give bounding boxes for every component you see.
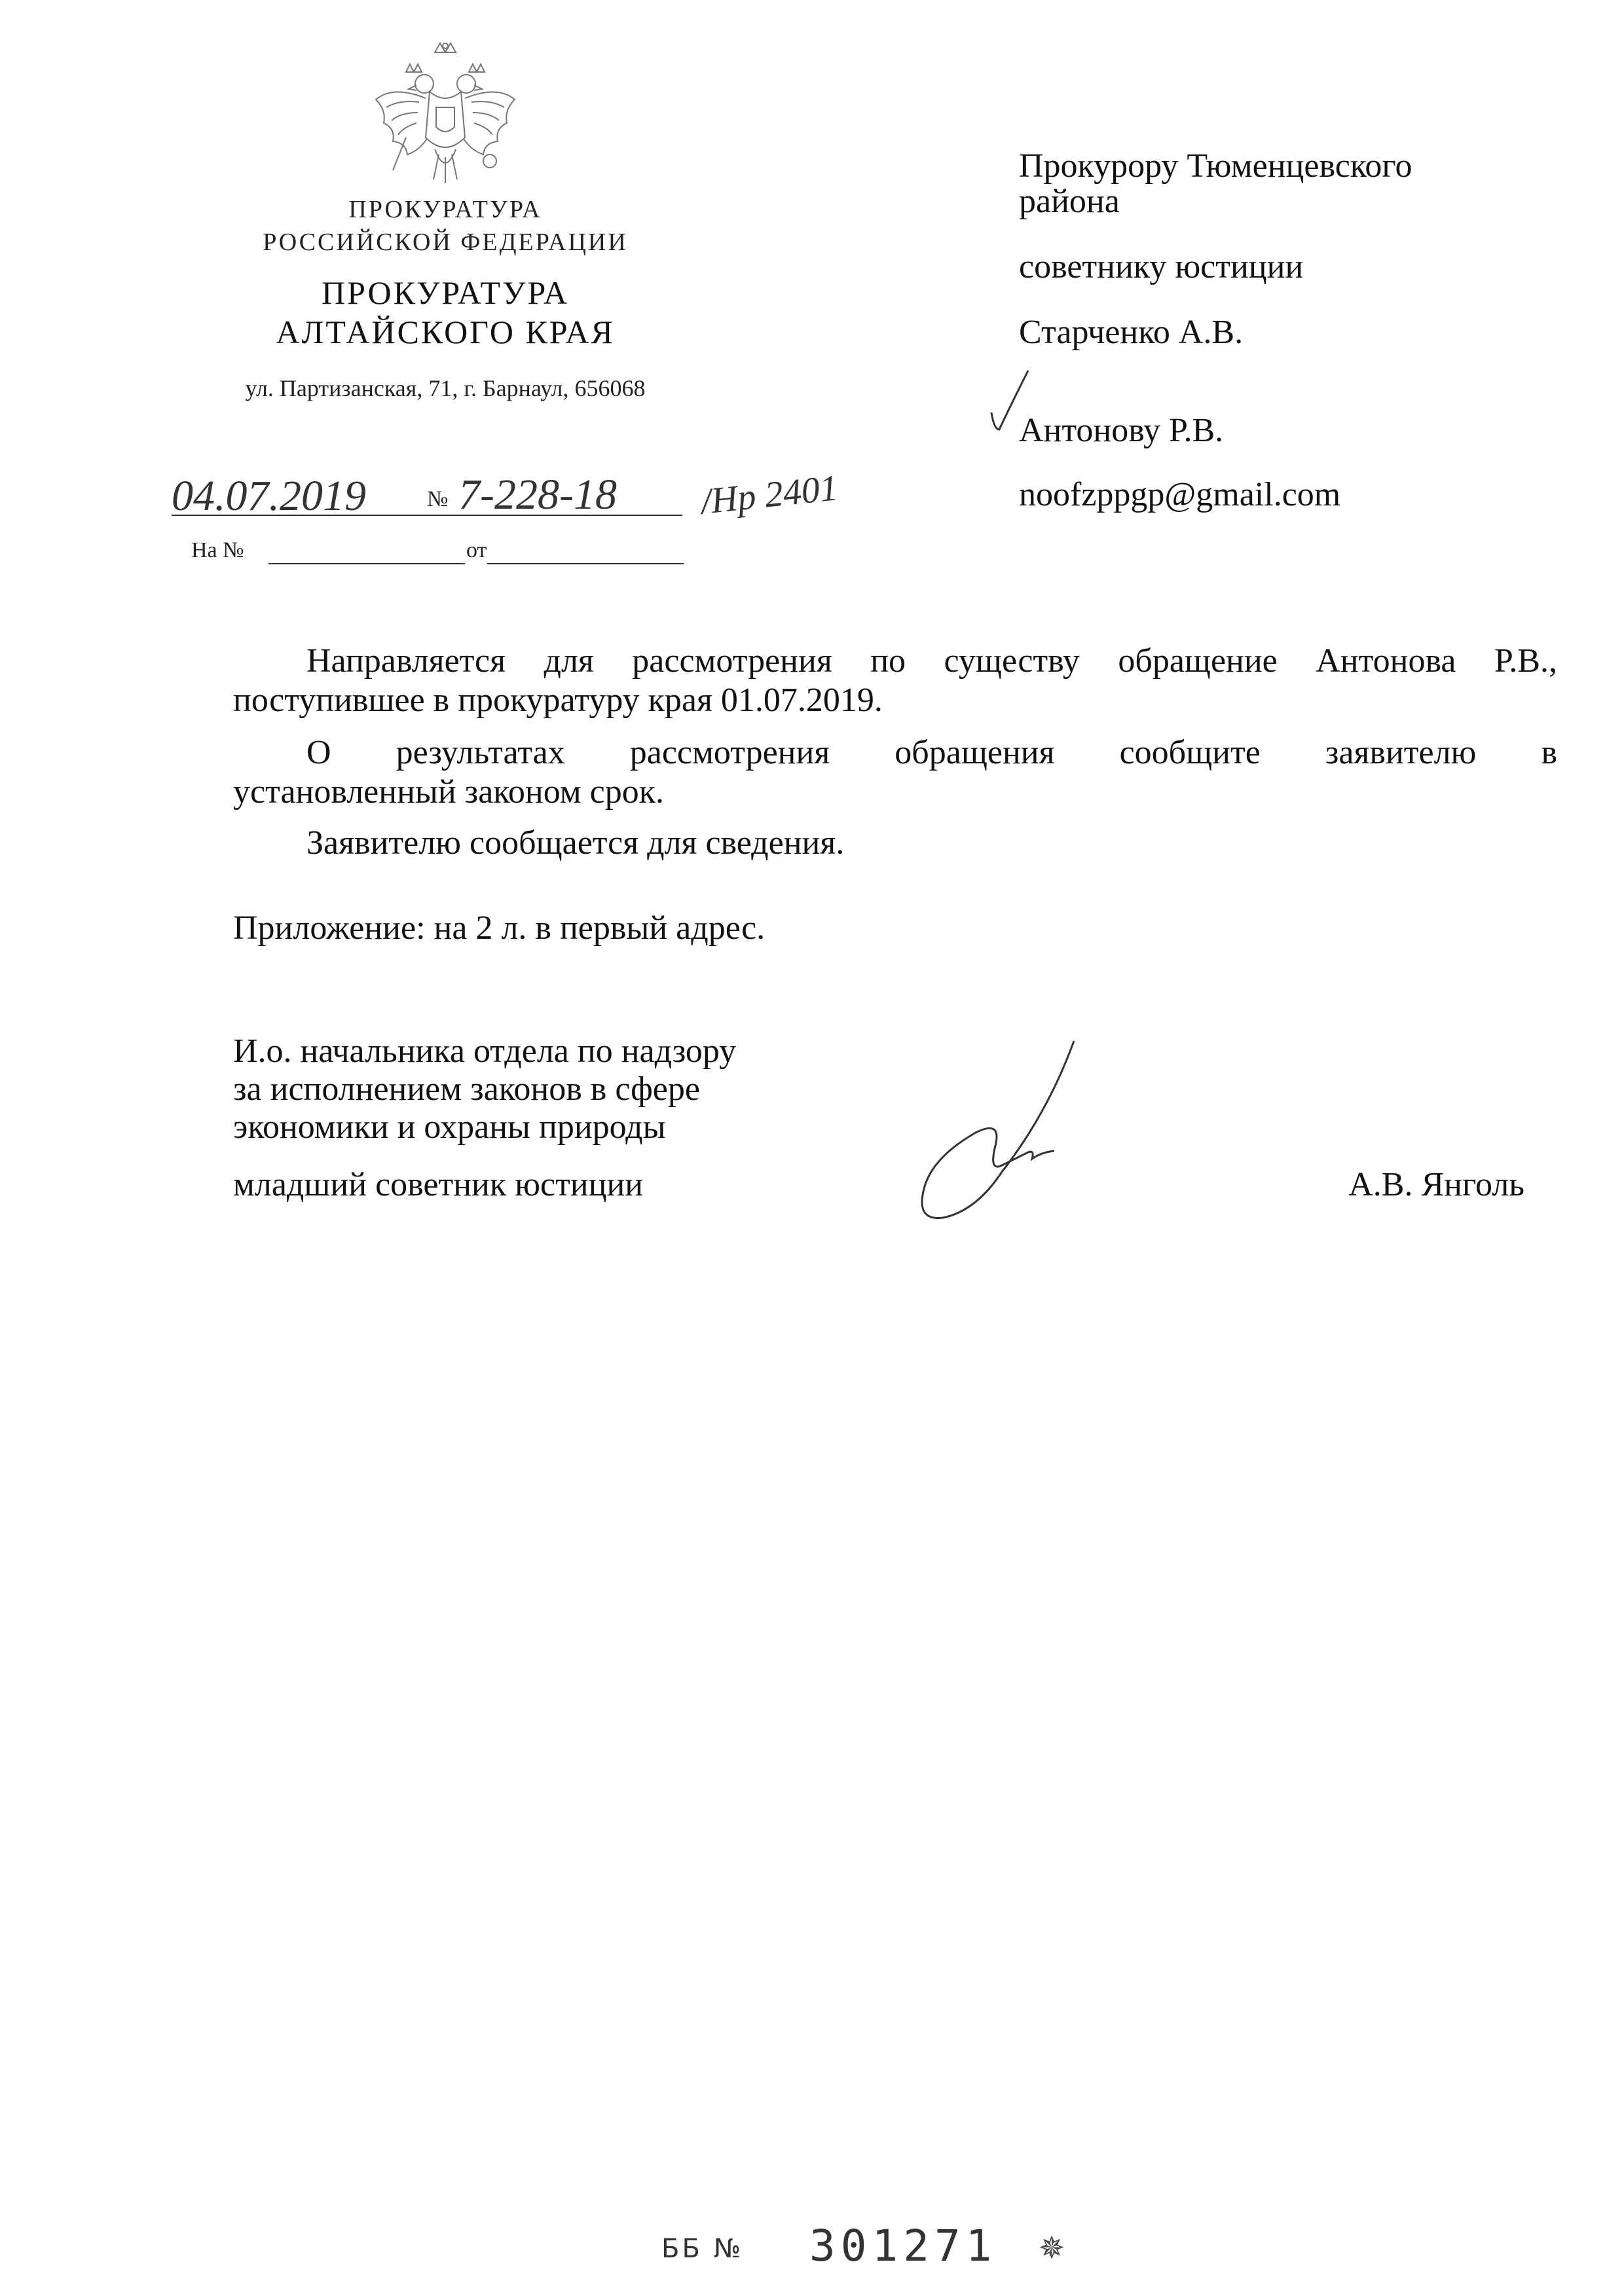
applicant-name: Антонову Р.В.: [1019, 412, 1224, 449]
reply-to-number-label: На №: [191, 538, 244, 562]
form-serial-number: 301271: [809, 2221, 997, 2271]
org-name-line1: ПРОКУРАТУРА: [348, 196, 542, 223]
dept-name-line2: АЛТАЙСКОГО КРАЯ: [276, 314, 615, 350]
dept-name-line1: ПРОКУРАТУРА: [322, 274, 569, 311]
signature-icon: [904, 1034, 1113, 1231]
reply-to-number-underline: [268, 563, 465, 564]
emblem-icon: [367, 39, 524, 190]
addressee-name: Старченко А.В.: [1019, 314, 1244, 351]
reply-to-date-underline: [487, 563, 684, 564]
addressee-line2: района: [1019, 183, 1120, 220]
signer-title-line3: экономики и охраны природы: [233, 1108, 666, 1146]
signer-title-line2: за исполнением законов в сфере: [233, 1070, 700, 1108]
signer-rank: младший советник юстиции: [233, 1166, 644, 1203]
ref-date-handwritten: 04.07.2019: [172, 472, 366, 520]
addressee-line1: Прокурору Тюменцевского: [1019, 147, 1412, 185]
signer-title-line1: И.о. начальника отдела по надзору: [233, 1032, 737, 1070]
attachment-note: Приложение: на 2 л. в первый адрес.: [233, 909, 766, 947]
body-paragraph2-line2: установленный законом срок.: [233, 773, 664, 811]
body-paragraph1-line2: поступившее в прокуратуру края 01.07.2019.: [233, 682, 883, 719]
body-paragraph3: Заявителю сообщается для сведения.: [306, 824, 845, 862]
body-paragraph1-line1: Направляется для рассмотрения по существу обращение Антонова Р.В.,: [306, 642, 1557, 680]
reply-to-date-label: от: [466, 538, 487, 562]
ref-number-label: №: [427, 487, 449, 511]
signer-name: А.В. Янголь: [1348, 1166, 1524, 1203]
ref-tail-handwritten: /Нр 2401: [699, 467, 840, 522]
applicant-email: noofzppgp@gmail.com: [1019, 476, 1341, 513]
org-name-line2: РОССИЙСКОЙ ФЕДЕРАЦИИ: [263, 228, 628, 256]
addressee-rank: советнику юстиции: [1019, 248, 1304, 285]
form-serial-label: ББ №: [661, 2234, 744, 2264]
form-serial-star: ✵: [1039, 2231, 1065, 2266]
body-paragraph2-line1: О результатах рассмотрения обращения сообщите заявителю в: [306, 734, 1557, 771]
org-address: ул. Партизанская, 71, г. Барнаул, 656068: [245, 375, 646, 401]
ref-number-handwritten: 7-228-18: [458, 471, 617, 519]
